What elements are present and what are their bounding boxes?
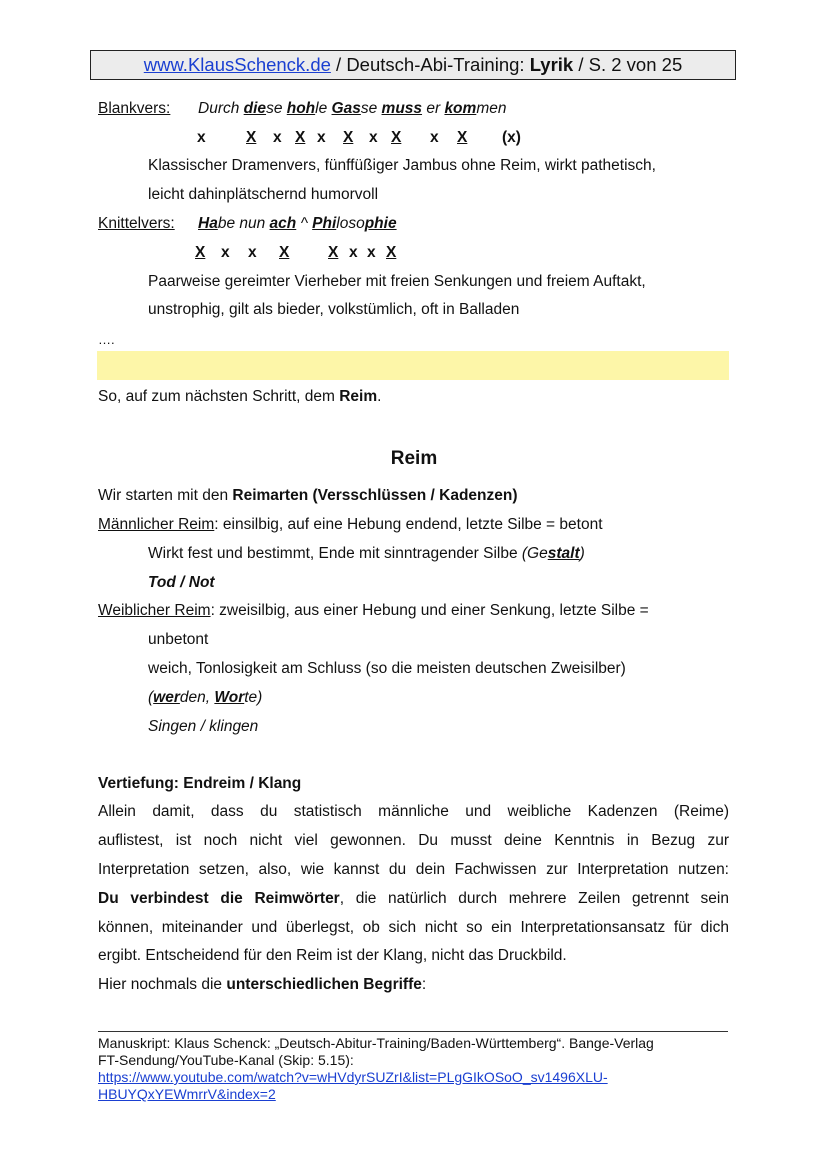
page-header [90,50,736,80]
meter-mark: X [195,244,206,261]
knittelvers-example [198,214,397,234]
meter-mark: X [343,129,354,146]
meter-mark: X [391,129,402,146]
syllable: ^ [296,215,313,232]
stressed-syllable: Ha [198,215,218,232]
footer-youtube-link[interactable]: https://www.youtube.com/watch?v=wHVdyrSUZrI&list=PLgGIkOSoO_sv1496XLU- [98,1069,608,1085]
line-7-pre: Hier nochmals die [98,976,227,993]
vertiefung-line-3: Interpretation setzen, also, wie kannst du dein Fachwissen zur Interpretation nutzen: [98,861,729,878]
meter-mark: X [279,244,290,261]
knittelvers-label: Knittelvers: [98,215,175,232]
meter-mark: X [457,129,468,146]
stressed-syllable: Gas [331,100,361,117]
knittelvers-meter [0,243,828,263]
syllable: loso [336,215,365,232]
example-stressed-syllable: stalt [547,545,580,562]
knittelvers-desc-2: unstrophig, gilt als bieder, volkstümlich, oft in Balladen [148,301,520,318]
syllable: Durch [198,100,244,117]
blankvers-example [198,99,506,119]
stressed-syllable: ach [269,215,297,232]
knittelvers-desc-1: Paarweise gereimter Vierheber mit freien Senkungen und freiem Auftakt, [148,273,646,290]
syllable: men [476,100,507,117]
maennlich-row [98,515,603,535]
blankvers-row [98,99,170,119]
ellipsis: …. [98,332,115,347]
blankvers-meter [0,128,828,148]
stressed-syllable: hoh [286,100,316,117]
example-stressed-syllable: Wor [214,689,245,706]
meter-mark: x [430,129,439,146]
maennlich-line-2 [148,544,585,564]
meter-mark: X [386,244,397,261]
weiblich-effect: weich, Tonlosigkeit am Schluss (so die meisten deutschen Zweisilber) [148,660,626,677]
section-title: Reim [390,448,438,469]
transition-post: . [377,388,382,405]
maennlich-effect: Wirkt fest und bestimmt, Ende mit sinntragender Silbe [148,545,522,562]
weiblich-examples [148,688,262,708]
maennlich-example: Tod / Not [148,574,215,591]
site-link[interactable]: www.KlausSchenck.de [143,54,331,75]
header-page-number: / S. 2 von 25 [573,54,683,75]
intro-pre: Wir starten mit den [98,487,233,504]
vertiefung-bold-phrase: Du verbindest die Reimwörter [98,890,340,907]
stressed-syllable: Phi [312,215,337,232]
meter-mark: x [349,244,358,261]
transition-text [98,387,381,407]
syllable: be nun [217,215,270,232]
meter-mark: x [317,129,326,146]
intro-bold: Reimarten (Versschlüssen / Kadenzen) [232,487,518,504]
blankvers-desc-2: leicht dahinplätschernd humorvoll [148,186,379,203]
stressed-syllable: phie [364,215,397,232]
vertiefung-line-1: Allein damit, dass du statistisch männliche und weibliche Kadenzen (Reime) [98,803,729,820]
maennlich-definition: : einsilbig, auf eine Hebung endend, letzte Silbe = betont [214,516,603,533]
footer-youtube-link-cont[interactable]: HBUYQxYEWmrrV&index=2 [98,1086,276,1102]
meter-mark: x [221,244,230,261]
weiblich-row [98,601,649,621]
example-syllable: (Ge [521,545,548,562]
meter-mark: x [197,129,206,146]
syllable: se [266,100,287,117]
vertiefung-line-4-rest: , die natürlich durch mehrere Zeilen getrennt sein [339,890,729,907]
maennlich-label: Männlicher Reim [98,516,215,533]
weiblich-example-2: Singen / klingen [148,718,259,735]
example-stressed-syllable: wer [153,689,180,706]
meter-mark: X [246,129,257,146]
syllable: le [315,100,332,117]
transition-bold: Reim [339,388,378,405]
weiblich-definition: : zweisilbig, aus einer Hebung und einer Senkung, letzte Silbe = [210,602,649,619]
meter-mark: X [328,244,339,261]
footer-manuscript: Manuskript: Klaus Schenck: „Deutsch-Abitur-Training/Baden-Württemberg“. Bange-Verlag [98,1035,654,1051]
weiblich-def-cont: unbetont [148,631,209,648]
knittelvers-row [98,214,175,234]
vertiefung-line-2: auflistest, ist noch nicht viel gewonnen. Du musst deine Kenntnis in Bezug zur [98,832,729,849]
blankvers-desc-1: Klassischer Dramenvers, fünffüßiger Jambus ohne Reim, wirkt pathetisch, [148,157,656,174]
highlight-bar [97,351,729,380]
blankvers-label: Blankvers: [98,100,171,117]
line-7-bold: unterschiedlichen Begriffe [226,976,422,993]
meter-mark: x [248,244,257,261]
meter-mark: x [367,244,376,261]
line-7-post: : [421,976,427,993]
footer-divider [98,1031,728,1032]
footer-broadcast: FT-Sendung/YouTube-Kanal (Skip: 5.15): [98,1052,354,1068]
header-course: / Deutsch-Abi-Training: [330,54,530,75]
transition-pre: So, auf zum nächsten Schritt, dem [98,388,340,405]
meter-mark: x [369,129,378,146]
stressed-syllable: kom [444,100,477,117]
example-syllable: den, [179,689,215,706]
weiblich-label: Weiblicher Reim [98,602,211,619]
stressed-syllable: muss [381,100,423,117]
vertiefung-heading: Vertiefung: Endreim / Klang [98,775,302,792]
example-syllable: te) [244,689,263,706]
intro-line [98,486,518,506]
meter-mark: x [273,129,282,146]
vertiefung-line-6: ergibt. Entscheidend für den Reim ist der Klang, nicht das Druckbild. [98,947,567,964]
vertiefung-line-5: können, miteinander und überlegst, ob sich nicht so ein Interpretationsansatz für dich [98,919,729,936]
meter-mark: X [295,129,306,146]
example-close: ) [579,545,585,562]
vertiefung-line-7 [98,975,426,995]
stressed-syllable: die [243,100,267,117]
syllable: er [422,100,445,117]
meter-mark: (x) [502,129,521,146]
example-syllable: ( [148,689,154,706]
syllable: se [360,100,382,117]
vertiefung-line-4 [98,884,729,913]
header-topic: Lyrik [529,54,574,75]
